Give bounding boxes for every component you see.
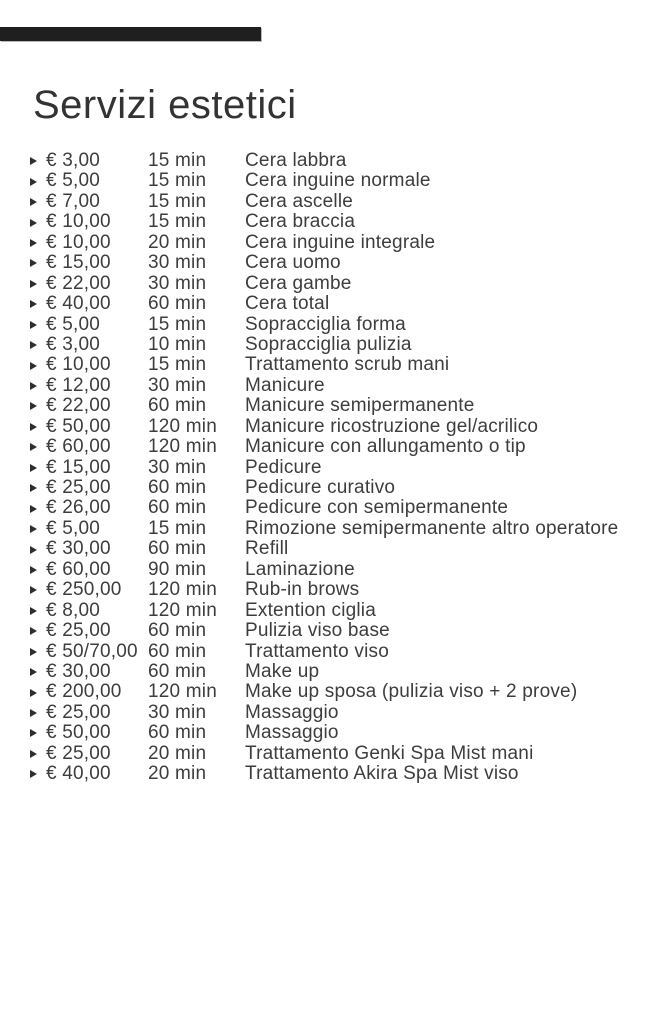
service-name: Make up sposa (pulizia viso + 2 prove) <box>245 681 578 703</box>
service-row <box>30 764 640 784</box>
service-row <box>30 212 640 232</box>
service-price: € 12,00 <box>46 374 111 396</box>
service-duration: 30 min <box>148 272 207 294</box>
service-price: € 3,00 <box>46 150 101 171</box>
triangle-bullet-icon <box>30 382 37 390</box>
service-name: Cera uomo <box>245 252 341 274</box>
service-name: Sopracciglia pulizia <box>245 333 412 355</box>
triangle-bullet-icon <box>30 607 37 615</box>
triangle-bullet-icon <box>30 627 37 635</box>
service-row <box>30 253 640 273</box>
service-price: € 200,00 <box>46 681 122 703</box>
service-duration: 10 min <box>148 333 207 355</box>
service-duration: 15 min <box>148 354 207 376</box>
service-price: € 25,00 <box>46 701 111 723</box>
service-duration: 90 min <box>148 558 207 580</box>
service-duration: 60 min <box>148 640 207 662</box>
service-name: Manicure ricostruzione gel/acrilico <box>245 415 539 437</box>
service-row <box>30 417 640 437</box>
service-price: € 50/70,00 <box>46 640 138 662</box>
service-name: Cera gambe <box>245 272 352 294</box>
triangle-bullet-icon <box>30 668 37 676</box>
service-row <box>30 498 640 518</box>
service-name: Pedicure con semipermanente <box>245 497 509 519</box>
service-row <box>30 662 640 682</box>
triangle-bullet-icon <box>30 219 37 227</box>
service-name: Rimozione semipermanente altro operatore <box>245 517 619 539</box>
service-duration: 60 min <box>148 477 207 498</box>
service-name: Cera labbra <box>245 150 347 171</box>
service-price: € 3,00 <box>46 333 101 355</box>
service-name: Rub-in brows <box>245 579 360 601</box>
service-duration: 60 min <box>148 395 207 417</box>
triangle-bullet-icon <box>30 729 37 737</box>
triangle-bullet-icon <box>30 198 37 206</box>
service-name: Laminazione <box>245 558 355 580</box>
service-duration: 30 min <box>148 374 207 396</box>
service-price: € 15,00 <box>46 252 111 274</box>
service-duration: 30 min <box>148 252 207 274</box>
service-row <box>30 560 640 580</box>
service-price: € 5,00 <box>46 517 101 539</box>
service-price: € 40,00 <box>46 293 111 315</box>
triangle-bullet-icon <box>30 321 37 329</box>
triangle-bullet-icon <box>30 300 37 308</box>
service-row <box>30 437 640 457</box>
service-duration: 60 min <box>148 538 207 560</box>
service-price: € 22,00 <box>46 272 111 294</box>
triangle-bullet-icon <box>30 648 37 656</box>
service-name: Massaggio <box>245 722 339 744</box>
service-name: Cera inguine normale <box>245 170 431 192</box>
service-price: € 15,00 <box>46 456 111 478</box>
service-duration: 15 min <box>148 190 207 212</box>
service-price: € 22,00 <box>46 395 111 417</box>
service-row <box>30 294 640 314</box>
service-name: Trattamento scrub mani <box>245 354 450 376</box>
triangle-bullet-icon <box>30 280 37 288</box>
service-name: Cera ascelle <box>245 190 354 212</box>
triangle-bullet-icon <box>30 709 37 717</box>
service-name: Make up <box>245 660 320 682</box>
service-duration: 120 min <box>148 415 217 437</box>
service-price: € 25,00 <box>46 477 111 498</box>
triangle-bullet-icon <box>30 689 37 697</box>
service-price: € 5,00 <box>46 170 101 192</box>
triangle-bullet-icon <box>30 586 37 594</box>
service-price: € 10,00 <box>46 354 111 376</box>
service-name: Pedicure <box>245 456 322 478</box>
service-name: Extention ciglia <box>245 599 376 621</box>
service-duration: 60 min <box>148 722 207 744</box>
triangle-bullet-icon <box>30 750 37 758</box>
service-price: € 5,00 <box>46 313 101 335</box>
triangle-bullet-icon <box>30 178 37 186</box>
service-price: € 30,00 <box>46 660 111 682</box>
triangle-bullet-icon <box>30 464 37 472</box>
service-price: € 40,00 <box>46 763 111 785</box>
service-name: Pulizia viso base <box>245 620 390 642</box>
service-row <box>30 335 640 355</box>
service-duration: 60 min <box>148 620 207 642</box>
service-duration: 30 min <box>148 701 207 723</box>
service-price: € 60,00 <box>46 558 111 580</box>
service-row <box>30 192 640 212</box>
service-duration: 15 min <box>148 211 207 233</box>
triangle-bullet-icon <box>30 362 37 370</box>
service-duration: 60 min <box>148 293 207 315</box>
triangle-bullet-icon <box>30 341 37 349</box>
service-name: Manicure <box>245 374 325 396</box>
service-row <box>30 723 640 743</box>
triangle-bullet-icon <box>30 443 37 451</box>
service-price: € 26,00 <box>46 497 111 519</box>
service-row <box>30 233 640 253</box>
service-name: Cera total <box>245 293 330 315</box>
service-duration: 120 min <box>148 599 217 621</box>
service-price-list <box>30 151 640 785</box>
triangle-bullet-icon <box>30 566 37 574</box>
triangle-bullet-icon <box>30 239 37 247</box>
service-row <box>30 539 640 559</box>
triangle-bullet-icon <box>30 157 37 165</box>
service-duration: 20 min <box>148 742 207 764</box>
service-duration: 20 min <box>148 763 207 785</box>
service-name: Trattamento Genki Spa Mist mani <box>245 742 534 764</box>
service-duration: 120 min <box>148 681 217 703</box>
service-row <box>30 376 640 396</box>
service-name: Trattamento viso <box>245 640 389 662</box>
service-duration: 15 min <box>148 313 207 335</box>
service-price: € 10,00 <box>46 231 111 253</box>
service-row <box>30 171 640 191</box>
triangle-bullet-icon <box>30 402 37 410</box>
page-title: Servizi estetici <box>33 83 297 127</box>
service-name: Manicure con allungamento o tip <box>245 436 526 458</box>
service-row <box>30 621 640 641</box>
service-price: € 10,00 <box>46 211 111 233</box>
service-price: € 8,00 <box>46 599 101 621</box>
service-duration: 60 min <box>148 660 207 682</box>
service-name: Pedicure curativo <box>245 477 396 498</box>
service-price: € 250,00 <box>46 579 122 601</box>
service-duration: 120 min <box>148 436 217 458</box>
service-duration: 60 min <box>148 497 207 519</box>
service-row <box>30 274 640 294</box>
service-row <box>30 478 640 498</box>
triangle-bullet-icon <box>30 259 37 267</box>
service-row <box>30 315 640 335</box>
service-row <box>30 601 640 621</box>
service-price: € 30,00 <box>46 538 111 560</box>
service-duration: 15 min <box>148 517 207 539</box>
service-name: Cera inguine integrale <box>245 231 436 253</box>
service-price: € 50,00 <box>46 415 111 437</box>
triangle-bullet-icon <box>30 770 37 778</box>
triangle-bullet-icon <box>30 505 37 513</box>
service-row <box>30 744 640 764</box>
service-row <box>30 703 640 723</box>
service-duration: 20 min <box>148 231 207 253</box>
service-name: Manicure semipermanente <box>245 395 475 417</box>
service-price: € 50,00 <box>46 722 111 744</box>
service-row <box>30 519 640 539</box>
service-price: € 25,00 <box>46 742 111 764</box>
service-row <box>30 355 640 375</box>
triangle-bullet-icon <box>30 525 37 533</box>
service-name: Trattamento Akira Spa Mist viso <box>245 763 519 785</box>
service-name: Sopracciglia forma <box>245 313 406 335</box>
triangle-bullet-icon <box>30 546 37 554</box>
top-accent-bar <box>0 27 261 41</box>
service-price: € 60,00 <box>46 436 111 458</box>
service-duration: 15 min <box>148 170 207 192</box>
service-name: Cera braccia <box>245 211 356 233</box>
service-duration: 120 min <box>148 579 217 601</box>
service-name: Refill <box>245 538 289 560</box>
service-row <box>30 682 640 702</box>
service-duration: 15 min <box>148 150 207 171</box>
service-price: € 7,00 <box>46 190 101 212</box>
service-row <box>30 458 640 478</box>
service-duration: 30 min <box>148 456 207 478</box>
triangle-bullet-icon <box>30 423 37 431</box>
service-row <box>30 580 640 600</box>
service-name: Massaggio <box>245 701 339 723</box>
service-price: € 25,00 <box>46 620 111 642</box>
triangle-bullet-icon <box>30 484 37 492</box>
service-row <box>30 396 640 416</box>
service-row <box>30 151 640 171</box>
service-row <box>30 642 640 662</box>
